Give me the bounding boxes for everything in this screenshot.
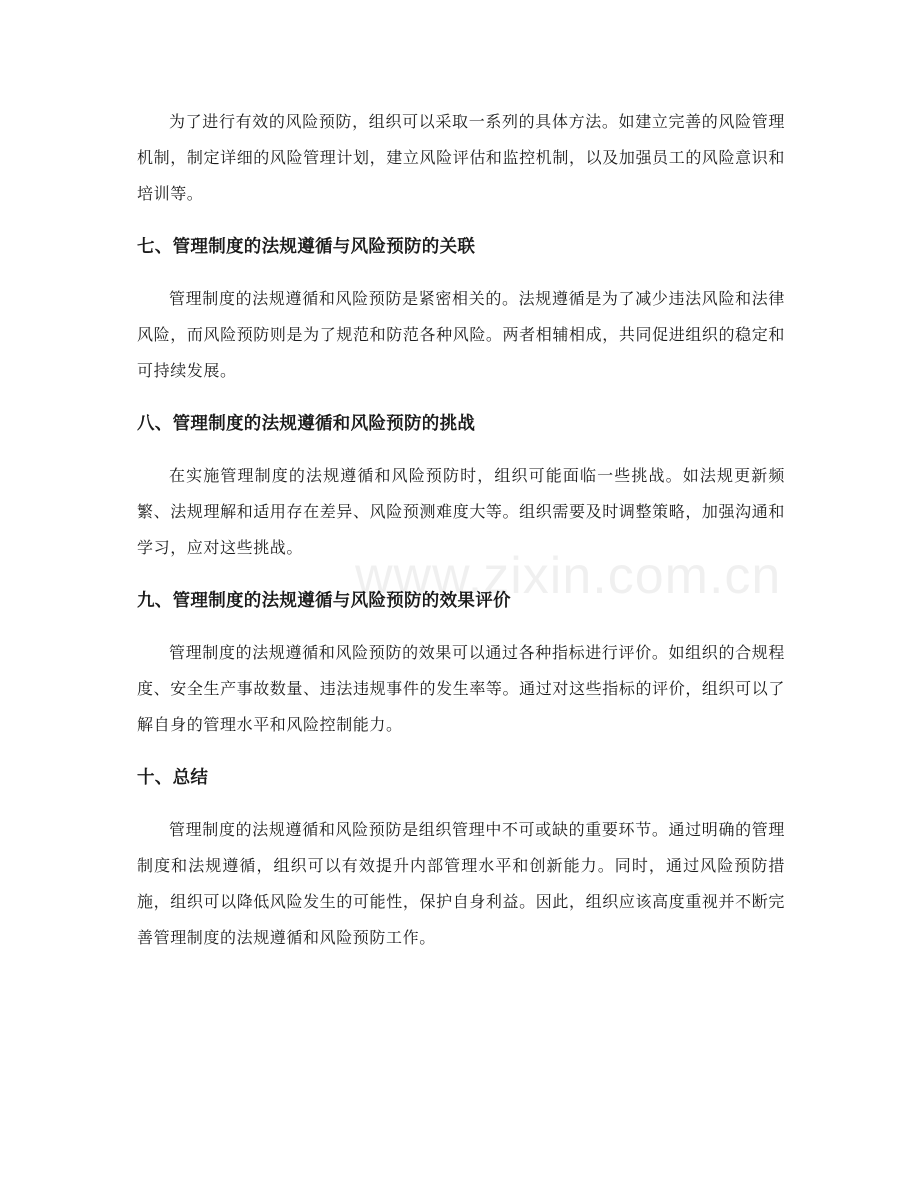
section-8-heading: 八、管理制度的法规遵循和风险预防的挑战: [137, 414, 476, 434]
intro-paragraph: 为了进行有效的风险预防，组织可以采取一系列的具体方法。如建立完善的风险管理机制，制定详细的风险管理计划，建立风险评估和监控机制，以及加强员工的风险意识和培训等。: [137, 112, 785, 203]
section-9-paragraph: 管理制度的法规遵循和风险预防的效果可以通过各种指标进行评价。如组织的合规程度、安全生产事故数量、违法违规事件的发生率等。通过对这些指标的评价，组织可以了解自身的管理水平和风险控制能力。: [137, 643, 785, 734]
section-9-heading: 九、管理制度的法规遵循与风险预防的效果评价: [137, 591, 511, 611]
section-7-heading: 七、管理制度的法规遵循与风险预防的关联: [137, 237, 476, 257]
watermark: www.zixin.com.cn: [355, 547, 782, 605]
section-8-paragraph: 在实施管理制度的法规遵循和风险预防时，组织可能面临一些挑战。如法规更新频繁、法规理解和适用存在差异、风险预测难度大等。组织需要及时调整策略，加强沟通和学习，应对这些挑战。: [137, 466, 785, 557]
section-10-paragraph: 管理制度的法规遵循和风险预防是组织管理中不可或缺的重要环节。通过明确的管理制度和法规遵循，组织可以有效提升内部管理水平和创新能力。同时，通过风险预防措施，组织可以降低风险发生的可能性，保护自身利益。因此，组织应该高度重视并不断完善管理制度的法规遵循和风险预防工作。: [137, 820, 785, 947]
document-body: [137, 104, 785, 956]
section-7-paragraph: 管理制度的法规遵循和风险预防是紧密相关的。法规遵循是为了减少违法风险和法律风险，而风险预防则是为了规范和防范各种风险。两者相辅相成，共同促进组织的稳定和可持续发展。: [137, 289, 785, 380]
section-10-heading: 十、总结: [137, 768, 209, 788]
